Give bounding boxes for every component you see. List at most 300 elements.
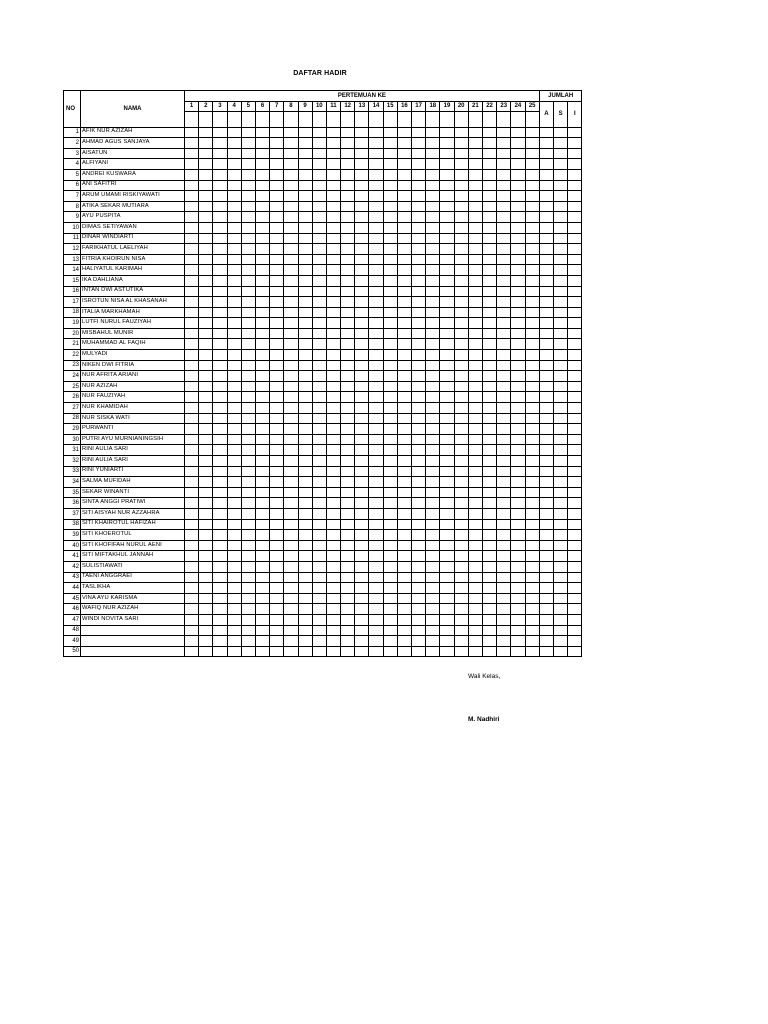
student-no: 35 [64, 487, 81, 498]
attendance-cell [497, 339, 511, 350]
attendance-cell [497, 466, 511, 477]
total-cell-s [554, 339, 568, 350]
student-no: 48 [64, 625, 81, 636]
attendance-cell [199, 477, 213, 488]
attendance-cell [426, 403, 440, 414]
attendance-cell [468, 222, 482, 233]
attendance-cell [511, 593, 525, 604]
attendance-cell [284, 318, 298, 329]
attendance-cell [497, 392, 511, 403]
attendance-cell [199, 233, 213, 244]
attendance-cell [511, 403, 525, 414]
attendance-cell [312, 572, 326, 583]
table-row [64, 392, 582, 403]
student-name: INTAN DWI ASTUTIKA [81, 286, 185, 297]
attendance-cell [525, 328, 539, 339]
meeting-blank-cell [241, 111, 255, 127]
attendance-cell [199, 318, 213, 329]
attendance-cell [213, 434, 227, 445]
attendance-cell [511, 148, 525, 159]
attendance-cell [369, 445, 383, 456]
attendance-cell [525, 593, 539, 604]
student-no: 50 [64, 646, 81, 657]
attendance-cell [227, 614, 241, 625]
attendance-cell [241, 222, 255, 233]
attendance-cell [270, 519, 284, 530]
attendance-cell [511, 275, 525, 286]
attendance-cell [341, 646, 355, 657]
attendance-cell [227, 392, 241, 403]
attendance-cell [213, 530, 227, 541]
attendance-cell [312, 445, 326, 456]
attendance-cell [412, 233, 426, 244]
student-no: 4 [64, 159, 81, 170]
total-cell-s [554, 265, 568, 276]
attendance-cell [227, 561, 241, 572]
attendance-cell [412, 350, 426, 361]
attendance-cell [369, 275, 383, 286]
total-cell-a [539, 593, 553, 604]
attendance-cell [213, 487, 227, 498]
attendance-cell [426, 466, 440, 477]
attendance-cell [326, 498, 340, 509]
attendance-cell [497, 456, 511, 467]
meeting-blank-cell [312, 111, 326, 127]
attendance-cell [497, 434, 511, 445]
attendance-cell [199, 222, 213, 233]
attendance-cell [525, 244, 539, 255]
attendance-cell [255, 625, 269, 636]
attendance-cell [426, 138, 440, 149]
attendance-cell [298, 244, 312, 255]
attendance-cell [511, 318, 525, 329]
attendance-cell [255, 244, 269, 255]
attendance-cell [525, 403, 539, 414]
attendance-cell [312, 424, 326, 435]
attendance-cell [284, 434, 298, 445]
attendance-cell [426, 328, 440, 339]
attendance-cell [369, 180, 383, 191]
attendance-cell [312, 413, 326, 424]
attendance-cell [270, 138, 284, 149]
attendance-cell [326, 233, 340, 244]
student-no: 33 [64, 466, 81, 477]
attendance-cell [397, 572, 411, 583]
attendance-cell [468, 212, 482, 223]
attendance-cell [497, 477, 511, 488]
attendance-cell [497, 307, 511, 318]
attendance-cell [270, 456, 284, 467]
attendance-cell [355, 148, 369, 159]
table-row [64, 381, 582, 392]
attendance-cell [341, 222, 355, 233]
attendance-cell [185, 307, 199, 318]
attendance-cell [213, 371, 227, 382]
attendance-cell [312, 371, 326, 382]
attendance-cell [454, 498, 468, 509]
table-row [64, 307, 582, 318]
attendance-cell [468, 561, 482, 572]
attendance-cell [312, 636, 326, 647]
attendance-cell [482, 350, 496, 361]
attendance-cell [270, 636, 284, 647]
attendance-cell [227, 540, 241, 551]
attendance-cell [284, 466, 298, 477]
attendance-cell [412, 604, 426, 615]
attendance-cell [426, 508, 440, 519]
attendance-cell [482, 445, 496, 456]
attendance-cell [497, 233, 511, 244]
attendance-cell [312, 254, 326, 265]
student-name: MULYADI [81, 350, 185, 361]
attendance-cell [440, 180, 454, 191]
attendance-cell [412, 424, 426, 435]
meeting-number: 8 [284, 101, 298, 111]
attendance-cell [213, 254, 227, 265]
attendance-cell [511, 487, 525, 498]
attendance-cell [454, 561, 468, 572]
attendance-cell [312, 593, 326, 604]
attendance-cell [497, 265, 511, 276]
attendance-cell [525, 498, 539, 509]
attendance-cell [525, 508, 539, 519]
attendance-cell [270, 180, 284, 191]
attendance-cell [270, 466, 284, 477]
attendance-cell [497, 169, 511, 180]
attendance-cell [199, 583, 213, 594]
attendance-cell [525, 466, 539, 477]
attendance-cell [397, 487, 411, 498]
attendance-cell [355, 318, 369, 329]
attendance-cell [326, 307, 340, 318]
attendance-cell [412, 286, 426, 297]
attendance-cell [383, 456, 397, 467]
attendance-cell [511, 466, 525, 477]
attendance-cell [383, 350, 397, 361]
attendance-cell [298, 636, 312, 647]
attendance-cell [284, 180, 298, 191]
attendance-cell [454, 434, 468, 445]
attendance-cell [525, 636, 539, 647]
attendance-cell [227, 191, 241, 202]
attendance-cell [213, 636, 227, 647]
total-cell-a [539, 169, 553, 180]
attendance-cell [511, 233, 525, 244]
attendance-cell [213, 551, 227, 562]
attendance-cell [213, 297, 227, 308]
attendance-cell [341, 392, 355, 403]
meeting-blank-cell [426, 111, 440, 127]
attendance-cell [185, 424, 199, 435]
student-name: WINDI NOVITA SARI [81, 614, 185, 625]
attendance-cell [241, 254, 255, 265]
attendance-cell [511, 244, 525, 255]
attendance-cell [383, 413, 397, 424]
attendance-cell [525, 604, 539, 615]
table-row [64, 477, 582, 488]
attendance-cell [227, 275, 241, 286]
attendance-cell [326, 636, 340, 647]
attendance-cell [525, 127, 539, 138]
attendance-cell [482, 233, 496, 244]
attendance-cell [326, 191, 340, 202]
attendance-cell [454, 625, 468, 636]
attendance-cell [355, 381, 369, 392]
attendance-cell [298, 148, 312, 159]
attendance-cell [426, 445, 440, 456]
attendance-cell [227, 328, 241, 339]
table-row [64, 159, 582, 170]
attendance-cell [298, 286, 312, 297]
attendance-cell [298, 222, 312, 233]
attendance-cell [213, 583, 227, 594]
attendance-cell [341, 530, 355, 541]
total-cell-s [554, 636, 568, 647]
attendance-cell [511, 625, 525, 636]
attendance-cell [497, 508, 511, 519]
attendance-cell [426, 456, 440, 467]
attendance-cell [241, 583, 255, 594]
total-cell-i [568, 530, 582, 541]
attendance-cell [213, 381, 227, 392]
attendance-cell [199, 445, 213, 456]
attendance-cell [511, 424, 525, 435]
total-cell-a [539, 508, 553, 519]
attendance-cell [199, 339, 213, 350]
attendance-cell [255, 381, 269, 392]
attendance-cell [454, 487, 468, 498]
attendance-cell [426, 127, 440, 138]
attendance-cell [255, 127, 269, 138]
attendance-cell [255, 487, 269, 498]
attendance-cell [326, 551, 340, 562]
attendance-cell [369, 297, 383, 308]
attendance-cell [298, 138, 312, 149]
attendance-cell [326, 519, 340, 530]
attendance-cell [369, 233, 383, 244]
attendance-cell [468, 498, 482, 509]
attendance-cell [497, 191, 511, 202]
attendance-cell [383, 169, 397, 180]
total-cell-s [554, 434, 568, 445]
attendance-cell [412, 148, 426, 159]
attendance-cell [426, 180, 440, 191]
attendance-cell [525, 286, 539, 297]
attendance-cell [369, 244, 383, 255]
attendance-cell [185, 487, 199, 498]
attendance-cell [185, 540, 199, 551]
attendance-cell [497, 530, 511, 541]
attendance-cell [241, 614, 255, 625]
attendance-cell [284, 625, 298, 636]
attendance-cell [454, 339, 468, 350]
attendance-cell [284, 424, 298, 435]
jumlah-col-s: S [554, 101, 568, 127]
attendance-cell [185, 551, 199, 562]
attendance-cell [227, 519, 241, 530]
attendance-cell [397, 328, 411, 339]
total-cell-s [554, 159, 568, 170]
attendance-cell [213, 222, 227, 233]
attendance-cell [454, 456, 468, 467]
attendance-cell [412, 445, 426, 456]
attendance-cell [525, 530, 539, 541]
attendance-cell [298, 180, 312, 191]
table-row [64, 551, 582, 562]
attendance-cell [440, 201, 454, 212]
attendance-cell [412, 498, 426, 509]
attendance-cell [227, 339, 241, 350]
meeting-blank-cell [383, 111, 397, 127]
attendance-cell [284, 572, 298, 583]
attendance-cell [454, 148, 468, 159]
attendance-cell [241, 519, 255, 530]
student-no: 5 [64, 169, 81, 180]
attendance-cell [227, 508, 241, 519]
attendance-cell [525, 169, 539, 180]
attendance-cell [440, 244, 454, 255]
attendance-cell [383, 180, 397, 191]
attendance-cell [525, 148, 539, 159]
student-no: 34 [64, 477, 81, 488]
attendance-cell [440, 646, 454, 657]
total-cell-s [554, 244, 568, 255]
attendance-cell [440, 561, 454, 572]
attendance-cell [241, 508, 255, 519]
attendance-cell [454, 307, 468, 318]
attendance-cell [383, 445, 397, 456]
attendance-cell [213, 561, 227, 572]
attendance-cell [298, 614, 312, 625]
attendance-cell [341, 508, 355, 519]
attendance-cell [369, 572, 383, 583]
attendance-cell [355, 625, 369, 636]
attendance-cell [227, 360, 241, 371]
attendance-cell [227, 424, 241, 435]
attendance-cell [185, 614, 199, 625]
attendance-cell [312, 127, 326, 138]
attendance-cell [227, 307, 241, 318]
meeting-number: 9 [298, 101, 312, 111]
attendance-cell [326, 275, 340, 286]
attendance-cell [482, 275, 496, 286]
attendance-cell [497, 424, 511, 435]
total-cell-s [554, 328, 568, 339]
meeting-number: 10 [312, 101, 326, 111]
attendance-cell [270, 201, 284, 212]
attendance-cell [355, 593, 369, 604]
attendance-cell [468, 169, 482, 180]
total-cell-i [568, 498, 582, 509]
total-cell-a [539, 614, 553, 625]
attendance-cell [454, 371, 468, 382]
attendance-cell [284, 138, 298, 149]
total-cell-a [539, 222, 553, 233]
attendance-cell [397, 191, 411, 202]
attendance-cell [426, 614, 440, 625]
attendance-cell [355, 328, 369, 339]
attendance-cell [326, 159, 340, 170]
attendance-cell [341, 445, 355, 456]
attendance-cell [199, 413, 213, 424]
attendance-cell [525, 561, 539, 572]
attendance-cell [397, 477, 411, 488]
attendance-cell [426, 371, 440, 382]
total-cell-s [554, 403, 568, 414]
attendance-cell [454, 604, 468, 615]
attendance-cell [369, 403, 383, 414]
attendance-cell [355, 307, 369, 318]
attendance-cell [312, 328, 326, 339]
student-no: 8 [64, 201, 81, 212]
meeting-number: 25 [525, 101, 539, 111]
attendance-cell [355, 551, 369, 562]
attendance-cell [284, 477, 298, 488]
attendance-cell [312, 318, 326, 329]
attendance-cell [341, 169, 355, 180]
attendance-cell [213, 191, 227, 202]
attendance-cell [369, 487, 383, 498]
attendance-cell [255, 561, 269, 572]
attendance-cell [383, 572, 397, 583]
attendance-cell [213, 138, 227, 149]
total-cell-a [539, 201, 553, 212]
attendance-cell [284, 392, 298, 403]
attendance-cell [426, 498, 440, 509]
attendance-cell [326, 254, 340, 265]
attendance-cell [241, 318, 255, 329]
attendance-cell [525, 201, 539, 212]
attendance-cell [298, 625, 312, 636]
attendance-cell [482, 307, 496, 318]
attendance-cell [468, 360, 482, 371]
attendance-cell [185, 127, 199, 138]
attendance-cell [199, 286, 213, 297]
attendance-cell [312, 275, 326, 286]
attendance-cell [199, 466, 213, 477]
total-cell-a [539, 583, 553, 594]
attendance-cell [298, 350, 312, 361]
attendance-cell [298, 530, 312, 541]
student-no: 47 [64, 614, 81, 625]
attendance-cell [511, 350, 525, 361]
attendance-cell [312, 180, 326, 191]
attendance-cell [312, 477, 326, 488]
attendance-cell [298, 519, 312, 530]
total-cell-i [568, 540, 582, 551]
total-cell-a [539, 456, 553, 467]
table-row [64, 498, 582, 509]
attendance-cell [298, 265, 312, 276]
attendance-cell [241, 297, 255, 308]
table-row [64, 127, 582, 138]
attendance-cell [227, 646, 241, 657]
total-cell-i [568, 593, 582, 604]
attendance-cell [468, 625, 482, 636]
attendance-cell [454, 180, 468, 191]
attendance-cell [270, 646, 284, 657]
attendance-cell [326, 424, 340, 435]
attendance-cell [241, 339, 255, 350]
signer-name: M. Nadhiri [468, 716, 500, 723]
attendance-cell [326, 297, 340, 308]
attendance-cell [426, 604, 440, 615]
total-cell-i [568, 169, 582, 180]
total-cell-i [568, 307, 582, 318]
attendance-cell [440, 159, 454, 170]
total-cell-a [539, 477, 553, 488]
attendance-cell [270, 403, 284, 414]
